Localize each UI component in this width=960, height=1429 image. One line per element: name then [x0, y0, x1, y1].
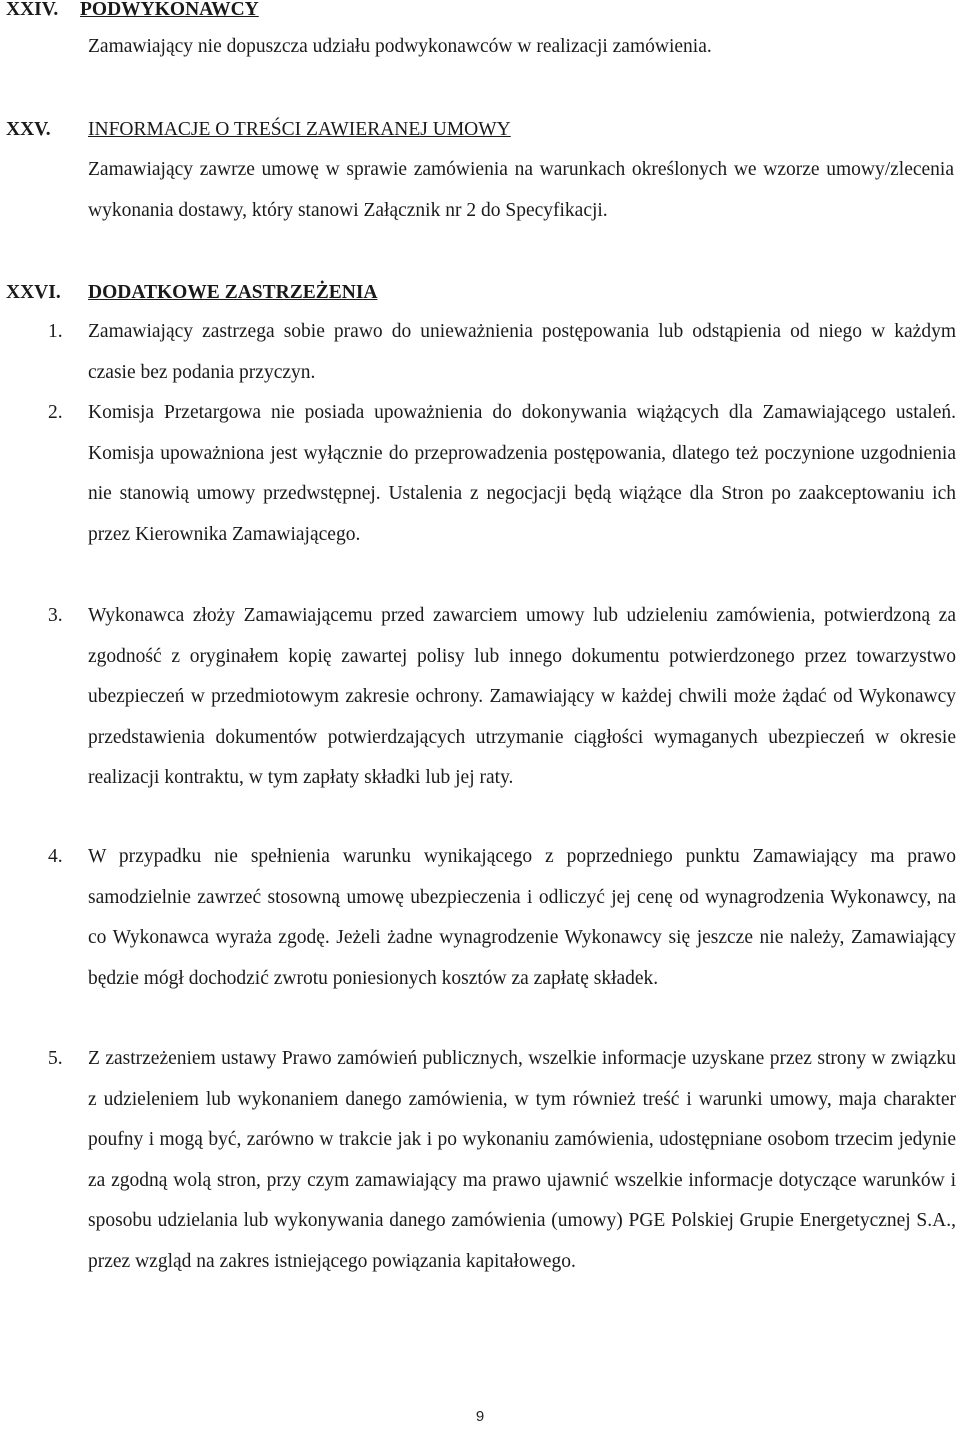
list-item-text: Komisja Przetargowa nie posiada upoważnienia do dokonywania wiążących dla Zamawiającego ustaleń. Komisja upoważniona jest wyłącznie do przeprowadzenia postępowania, dlatego też poczynione uzgodnienia nie stanowią umowy przedwstępnej. Ustalenia z negocjacji będą wiążące dla Stron po zaakceptowaniu ich przez Kierownika Zamawiającego. [88, 402, 956, 545]
list-item-number: 2. [48, 402, 63, 423]
section-heading-xxvi [6, 281, 378, 305]
section-title: PODWYKONAWCY [80, 0, 259, 20]
section-number: XXV. [6, 119, 51, 140]
section-title: INFORMACJE O TREŚCI ZAWIERANEJ UMOWY [88, 119, 511, 140]
list-item-number: 1. [48, 321, 63, 342]
list-item-text: W przypadku nie spełnienia warunku wynikającego z poprzedniego punktu Zamawiający ma prawo samodzielnie zawrzeć stosowną umowę ubezpieczenia i odliczyć jej cenę od wynagrodzenia Wykonawcy, na co Wykonawca wyraża zgodę. Jeżeli żadne wynagrodzenie Wykonawcy się jeszcze nie należy, Zamawiający będzie mógł dochodzić zwrotu poniesionych kosztów za zapłatę składek. [88, 846, 956, 989]
list-item [48, 596, 956, 799]
section-body: Zamawiający nie dopuszcza udziału podwykonawców w realizacji zamówienia. [88, 36, 712, 57]
list-item-number: 5. [48, 1048, 63, 1069]
section-heading-xxv [6, 118, 511, 142]
list-item [48, 837, 956, 999]
page-number: 9 [475, 1408, 485, 1425]
list-item-number: 4. [48, 846, 63, 867]
section-number: XXIV. [6, 0, 59, 20]
section-body: Zamawiający zawrze umowę w sprawie zamówienia na warunkach określonych we wzorze umowy/zlecenia wykonania dostawy, który stanowi Załącznik nr 2 do Specyfikacji. [88, 159, 954, 221]
list-item-text: Wykonawca złoży Zamawiającemu przed zawarciem umowy lub udzieleniu zamówienia, potwierdzoną za zgodność z oryginałem kopię zawartej polisy lub innego dokumentu potwierdzonego przez towarzystwo ubezpieczeń w przedmiotowym zakresie ochrony. Zamawiający w każdej chwili może żądać od Wykonawcy przedstawienia dokumentów potwierdzających utrzymanie ciągłości wymaganych ubezpieczeń w okresie realizacji kontraktu, w tym zapłaty składki lub jej raty. [88, 605, 956, 788]
list-item-text: Z zastrzeżeniem ustawy Prawo zamówień publicznych, wszelkie informacje uzyskane przez strony w związku z udzieleniem lub wykonaniem danego zamówienia, w tym również treść i warunki umowy, maja charakter poufny i mogą być, zarówno w trakcie jak i po wykonaniu zamówienia, udostępniane osobom trzecim jedynie za zgodną wolą stron, przy czym zamawiający ma prawo ujawnić wszelkie informacje dotyczące warunków i sposobu udzielania lub wykonywania danego zamówienia (umowy) PGE Polskiej Grupie Energetycznej S.A., przez wzgląd na zakres istniejącego powiązania kapitałowego. [88, 1048, 956, 1272]
list-item-number: 3. [48, 605, 63, 626]
list-item-text: Zamawiający zastrzega sobie prawo do unieważnienia postępowania lub odstąpienia od niego w każdym czasie bez podania przyczyn. [88, 321, 956, 383]
section-title: DODATKOWE ZASTRZEŻENIA [88, 282, 378, 303]
list-item [48, 1039, 956, 1282]
section-heading-xxiv [6, 0, 259, 22]
list-item [48, 312, 956, 393]
section-number: XXVI. [6, 282, 61, 303]
list-item [48, 393, 956, 555]
